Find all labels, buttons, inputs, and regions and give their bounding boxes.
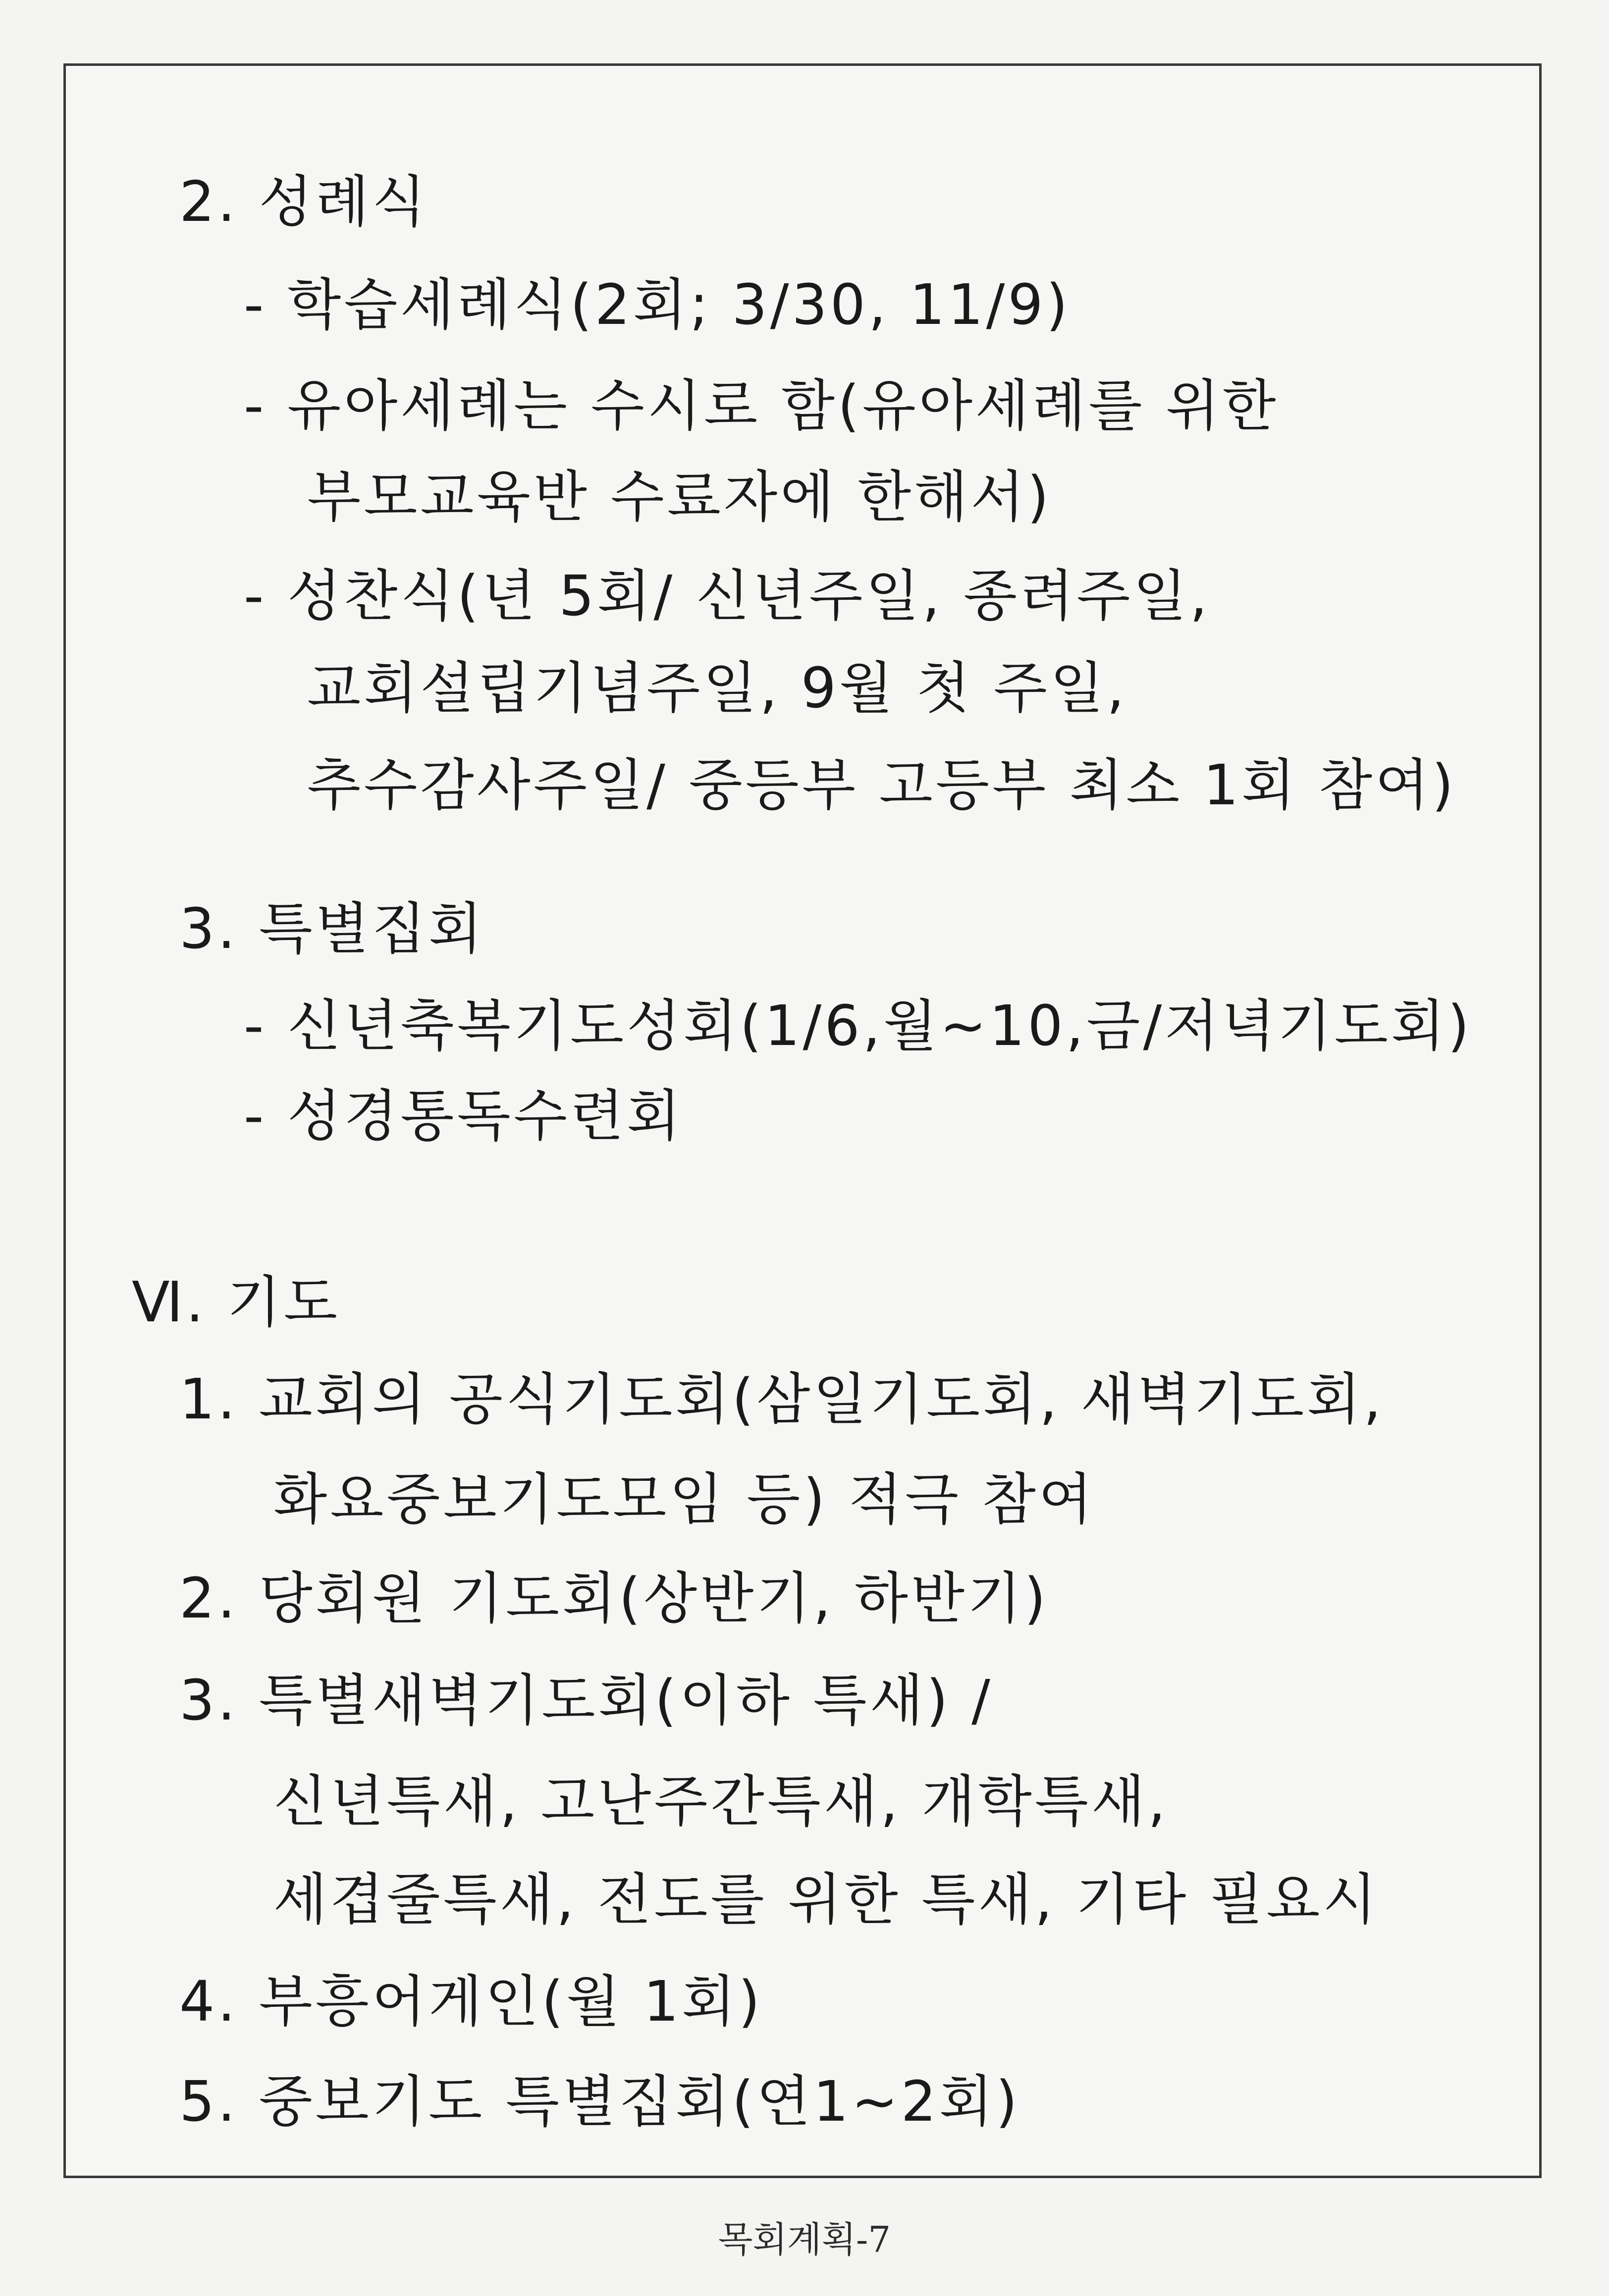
list-item: 2. 당회원 기도회(상반기, 하반기) bbox=[179, 1566, 1049, 1631]
section-heading-special-meetings: 3. 특별집회 bbox=[179, 897, 485, 961]
list-item-continuation: 교회설립기념주일, 9월 첫 주일, bbox=[307, 656, 1127, 721]
page-footer: 목회계획-7 bbox=[718, 2219, 891, 2260]
list-item: 1. 교회의 공식기도회(삼일기도회, 새벽기도회, bbox=[179, 1367, 1385, 1432]
list-item-continuation: 신년특새, 고난주간특새, 개학특새, bbox=[273, 1770, 1169, 1834]
list-item: - 신년축복기도성회(1/6,월~10,금/저녁기도회) bbox=[244, 994, 1472, 1058]
list-item: 3. 특별새벽기도회(이하 특새) / bbox=[179, 1669, 993, 1733]
list-item: - 학습세례식(2회; 3/30, 11/9) bbox=[244, 273, 1071, 337]
list-item-continuation: 세겹줄특새, 전도를 위한 특새, 기타 필요시 bbox=[273, 1868, 1380, 1932]
list-item: - 유아세례는 수시로 함(유아세례를 위한 bbox=[244, 374, 1279, 438]
chapter-heading-prayer: Ⅵ. 기도 bbox=[132, 1270, 340, 1335]
list-item: - 성찬식(년 5회/ 신년주일, 종려주일, bbox=[244, 564, 1211, 628]
list-item: 5. 중보기도 특별집회(연1~2회) bbox=[179, 2070, 1020, 2134]
list-item: 4. 부흥어게인(월 1회) bbox=[179, 1970, 763, 2034]
list-item-continuation: 부모교육반 수료자에 한해서) bbox=[307, 465, 1052, 529]
list-item: - 성경통독수련회 bbox=[244, 1084, 684, 1148]
section-heading-sacraments: 2. 성례식 bbox=[179, 170, 429, 234]
list-item-continuation: 추수감사주일/ 중등부 고등부 최소 1회 참여) bbox=[307, 753, 1456, 818]
list-item-continuation: 화요중보기도모임 등) 적극 참여 bbox=[273, 1467, 1095, 1532]
